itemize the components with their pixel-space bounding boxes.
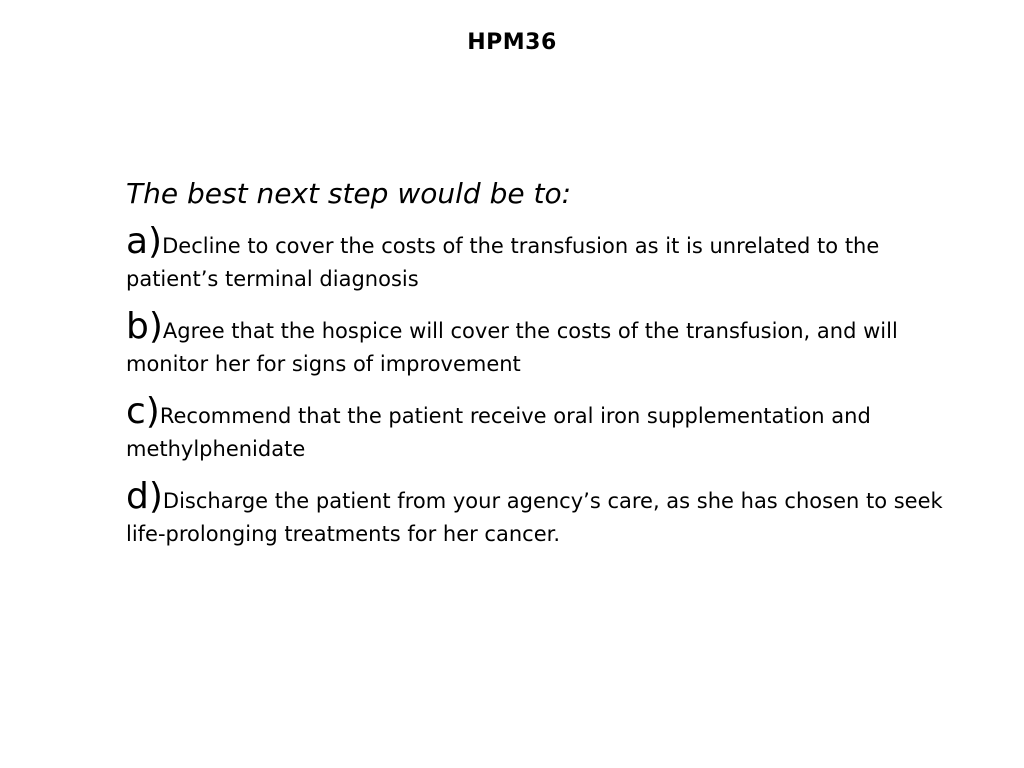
option-letter: d) xyxy=(126,476,163,517)
answer-option-b xyxy=(126,306,966,381)
option-text: Recommend that the patient receive oral iron supplementation and methylphenidate xyxy=(126,404,871,461)
answer-option-c xyxy=(126,391,966,466)
option-letter: b) xyxy=(126,306,163,347)
option-text: Discharge the patient from your agency’s care, as she has chosen to seek life-prolonging treatments for her cancer. xyxy=(126,489,943,546)
option-text: Decline to cover the costs of the transfusion as it is unrelated to the patient’s terminal diagnosis xyxy=(126,234,880,291)
question-prompt: The best next step would be to: xyxy=(126,177,572,210)
slide-title: HPM36 xyxy=(467,30,557,55)
answer-option-a xyxy=(126,221,966,296)
option-letter: c) xyxy=(126,391,160,432)
option-text: Agree that the hospice will cover the costs of the transfusion, and will monitor her for signs of improvement xyxy=(126,319,898,376)
answer-option-d xyxy=(126,476,966,551)
question-content xyxy=(126,175,966,565)
option-letter: a) xyxy=(126,221,163,262)
